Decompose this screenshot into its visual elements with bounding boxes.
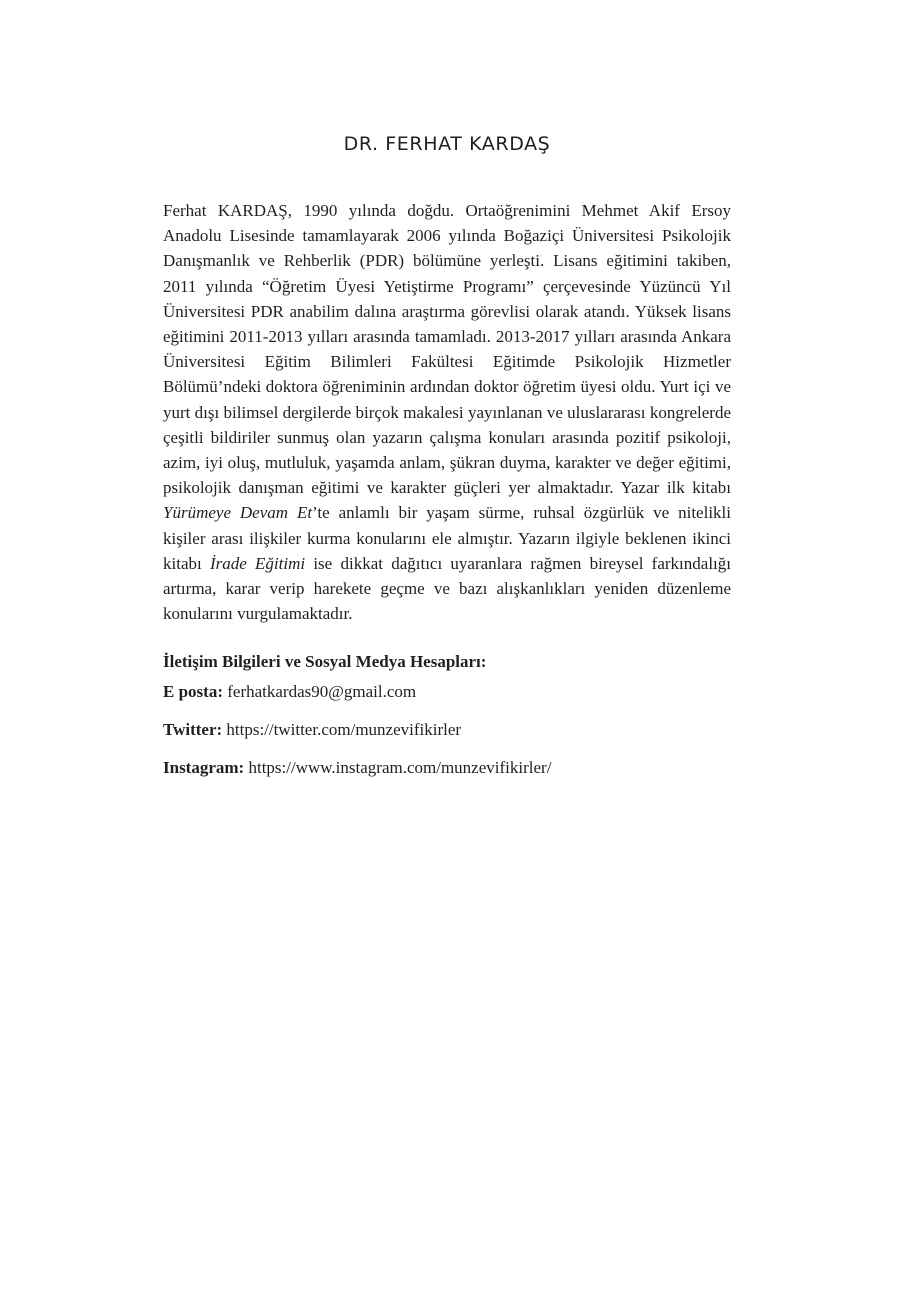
contact-twitter-line [163,719,763,741]
contact-instagram-line [163,757,763,779]
book-title-1: Yürümeye Devam Et [163,503,313,523]
instagram-label: Instagram: [163,758,245,777]
twitter-label: Twitter: [163,720,223,739]
email-value: ferhatkardas90@gmail.com [222,682,417,701]
author-title: DR. FERHAT KARDAŞ [343,133,551,155]
instagram-value: https://www.instagram.com/munzevifikirler/ [244,758,552,777]
contact-email-line [163,681,763,703]
bio-text-part-3: ise dikkat dağıtıcı uyaranlara rağmen bireysel farkındalığı artırma, karar verip harekete geçme ve bazı alışkanlıkları yeniden düzenleme konularını vurgulamaktadır. [163,553,731,624]
author-biography [163,198,731,626]
twitter-value: https://twitter.com/munzevifikirler [222,720,462,739]
email-label: E posta: [163,682,223,701]
book-title-2: İrade Eğitimi [209,553,306,573]
contact-heading: İletişim Bilgileri ve Sosyal Medya Hesapları: [163,652,487,671]
bio-text-part-2: ’te anlamlı bir yaşam sürme, ruhsal özgürlük ve nitelikli kişiler arası ilişkiler kurma konularını ele almıştır. Yazarın ilgiyle beklenen ikinci kitabı [163,503,731,573]
bio-text-part-1: Ferhat KARDAŞ, 1990 yılında doğdu. Ortaöğrenimini Mehmet Akif Ersoy Anadolu Lisesinde tamamlayarak 2006 yılında Boğaziçi Üniversitesi Psikolojik Danışmanlık ve Rehberlik (PDR) bölümüne yerleşti. Lisans eğitimini takiben, 2011 yılında “Öğretim Üyesi Yetiştirme Programı” çerçevesinde Yüzüncü Yıl Üniversitesi PDR anabilim dalına araştırma görevlisi olarak atandı. Yüksek lisans eğitimini 2011-2013 yılları arasında tamamladı. 2013-2017 yılları arasında Ankara Üniversitesi Eğitim Bilimleri Fakültesi Eğitimde Psikolojik Hizmetler Bölümü’ndeki doktora öğreniminin ardından doktor öğretim üyesi oldu. Yurt içi ve yurt dışı bilimsel dergilerde birçok makalesi yayınlanan ve uluslararası kongrelerde çeşitli bildiriler sunmuş olan yazarın çalışma konuları arasında pozitif psikoloji, azim, iyi oluş, mutluluk, yaşamda anlam, şükran duyma, karakter ve değer eğitimi, psikolojik danışman eğitimi ve karakter güçleri yer almaktadır. Yazar ilk kitabı [163,201,731,498]
